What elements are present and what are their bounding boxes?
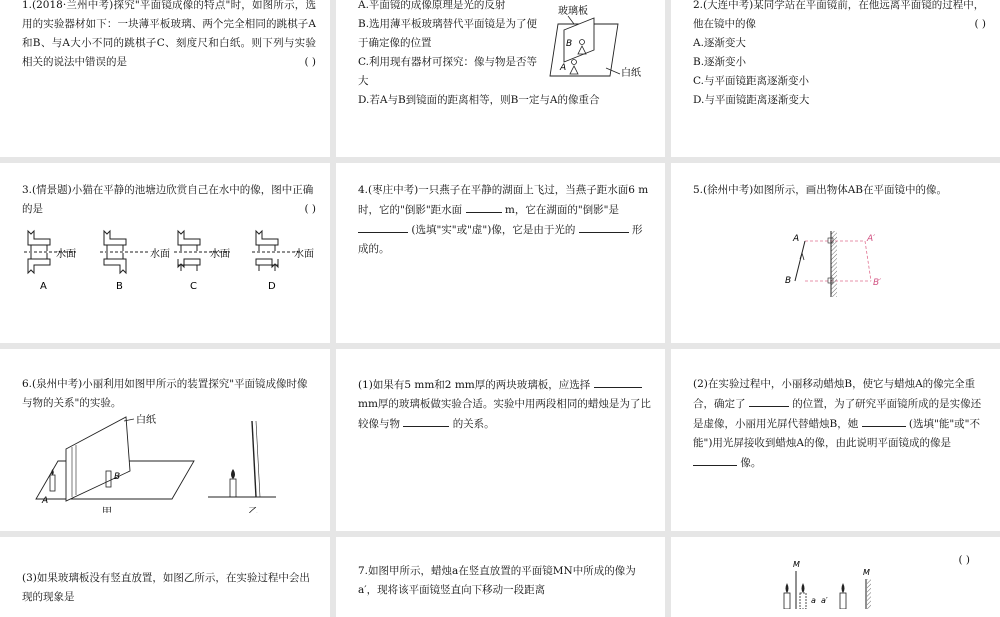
svg-text:M: M bbox=[793, 560, 800, 569]
svg-text:A′: A′ bbox=[867, 234, 876, 244]
option-d: D.若A与B到镜面的距离相等，则B一定与A的像重合 bbox=[358, 94, 600, 106]
question-card-1 bbox=[0, 0, 330, 157]
option-c: C.利用现有器材可探究：像与物是否等大 bbox=[358, 56, 537, 87]
svg-text:B: B bbox=[566, 39, 573, 49]
answer-blank bbox=[693, 453, 737, 466]
answer-paren: ( ) bbox=[304, 56, 316, 68]
svg-text:D: D bbox=[268, 281, 276, 292]
question-card-5 bbox=[671, 163, 1000, 343]
svg-text:A: A bbox=[793, 234, 800, 244]
svg-text:B: B bbox=[114, 472, 121, 482]
option-d: D.与平面镜距离逐渐变大 bbox=[693, 94, 810, 106]
choice-d-figure bbox=[252, 231, 314, 292]
option-a: A.平面镜的成像原理是光的反射 bbox=[358, 0, 506, 11]
svg-text:甲: 甲 bbox=[102, 507, 112, 513]
choice-c-figure bbox=[174, 231, 230, 292]
question-card-4 bbox=[336, 163, 665, 343]
question-5-stem: 5.(徐州中考)如图所示，画出物体AB在平面镜中的像。 bbox=[693, 184, 948, 196]
svg-text:B: B bbox=[785, 276, 792, 286]
svg-text:A: A bbox=[560, 63, 567, 73]
svg-text:玻璃板: 玻璃板 bbox=[558, 6, 588, 17]
answer-blank bbox=[466, 200, 502, 213]
option-b: B.选用薄平板玻璃替代平面镜是为了便于确定像的位置 bbox=[358, 18, 538, 49]
svg-text:M: M bbox=[863, 568, 870, 577]
glass-plate-figure bbox=[544, 2, 654, 82]
question-2-stem: 2.(大连中考)某同学站在平面镜前，在他远离平面镜的过程中，他在镜中的像 ( ) bbox=[693, 0, 986, 34]
question-6-part-3: (3)如果玻璃板没有竖直放置，如图乙所示，在实验过程中会出现的现象是 bbox=[22, 572, 310, 603]
question-card-7-figure bbox=[671, 537, 1000, 617]
svg-text:白纸: 白纸 bbox=[136, 415, 156, 426]
cat-reflection-figure bbox=[22, 221, 322, 293]
answer-paren: ( ) bbox=[304, 203, 316, 215]
question-6-stem: 6.(泉州中考)小丽利用如图甲所示的装置探究"平面镜成像时像与物的关系"的实验。 bbox=[22, 378, 308, 409]
answer-paren: ( ) bbox=[958, 554, 970, 566]
candle-experiment-figure bbox=[22, 413, 312, 513]
svg-text:B′: B′ bbox=[873, 278, 882, 288]
option-a: A.逐渐变大 bbox=[693, 37, 746, 49]
svg-text:水面: 水面 bbox=[210, 249, 230, 260]
question-card-6 bbox=[0, 349, 330, 531]
answer-paren: ( ) bbox=[974, 18, 986, 30]
question-4-stem: 4.(枣庄中考)一只燕子在平静的湖面上飞过，当燕子距水面6 m时，它的"倒影"距水面 m，它在湖面的"倒影"是 (选填"实"或"虚")像，它是由于光的 形成的。 bbox=[358, 184, 649, 255]
question-card-3 bbox=[0, 163, 330, 343]
choice-b-figure bbox=[100, 231, 170, 292]
answer-blank bbox=[358, 220, 408, 233]
svg-text:乙: 乙 bbox=[248, 507, 258, 513]
svg-text:A: A bbox=[42, 496, 49, 506]
svg-text:水面: 水面 bbox=[294, 249, 314, 260]
svg-text:C: C bbox=[190, 281, 197, 292]
option-b: B.逐渐变小 bbox=[693, 56, 747, 68]
answer-blank bbox=[862, 414, 906, 427]
question-card-7 bbox=[336, 537, 665, 617]
question-3-stem: 3.(情景题)小猫在平静的池塘边欣赏自己在水中的像，图中正确的是 ( ) bbox=[22, 181, 316, 219]
question-card-6-2 bbox=[671, 349, 1000, 531]
question-card-6-3 bbox=[0, 537, 330, 617]
question-6-part-1: (1)如果有5 mm和2 mm厚的两块玻璃板，应选择 mm厚的玻璃板做实验合适。实验中用两段相同的蜡烛是为了比较像与物 的关系。 bbox=[358, 375, 651, 434]
question-card-1-options bbox=[336, 0, 665, 157]
svg-text:水面: 水面 bbox=[150, 249, 170, 260]
question-card-6-1 bbox=[336, 349, 665, 531]
svg-text:A: A bbox=[40, 281, 47, 292]
question-card-2 bbox=[671, 0, 1000, 157]
candle-mirror-figure bbox=[781, 559, 901, 609]
question-1-stem: 1.(2018·兰州中考)探究"平面镜成像的特点"时，如图所示，选用的实验器材如下：一块薄平板玻璃、两个完全相同的跳棋子A和B、与A大小不同的跳棋子C、刻度尺和白纸。则下列与实验相关的说法中错误的是 ( ) bbox=[22, 0, 316, 72]
answer-blank bbox=[579, 220, 629, 233]
svg-text:白纸: 白纸 bbox=[621, 68, 641, 79]
svg-text:a: a bbox=[811, 596, 816, 605]
mirror-ab-figure bbox=[781, 229, 891, 301]
choice-a-figure bbox=[24, 231, 76, 292]
svg-text:a′: a′ bbox=[821, 596, 828, 605]
svg-text:B: B bbox=[116, 281, 123, 292]
question-7-stem: 7.如图甲所示，蜡烛a在竖直放置的平面镜MN中所成的像为a′，现将该平面镜竖直向下移动一段距离 bbox=[358, 565, 636, 596]
option-c: C.与平面镜距离逐渐变小 bbox=[693, 75, 809, 87]
svg-text:水面: 水面 bbox=[56, 249, 76, 260]
question-6-part-2: (2)在实验过程中，小丽移动蜡烛B，使它与蜡烛A的像完全重合，确定了 的位置，为了研究平面镜所成的是实像还是虚像，小丽用光屏代替蜡烛B，她 (选填"能"或"不能")用光屏接收到蜡烛A的像，由此说明平面镜成的像是 像。 bbox=[693, 378, 982, 469]
answer-blank bbox=[594, 375, 642, 388]
answer-blank bbox=[749, 394, 789, 407]
answer-blank bbox=[403, 414, 449, 427]
